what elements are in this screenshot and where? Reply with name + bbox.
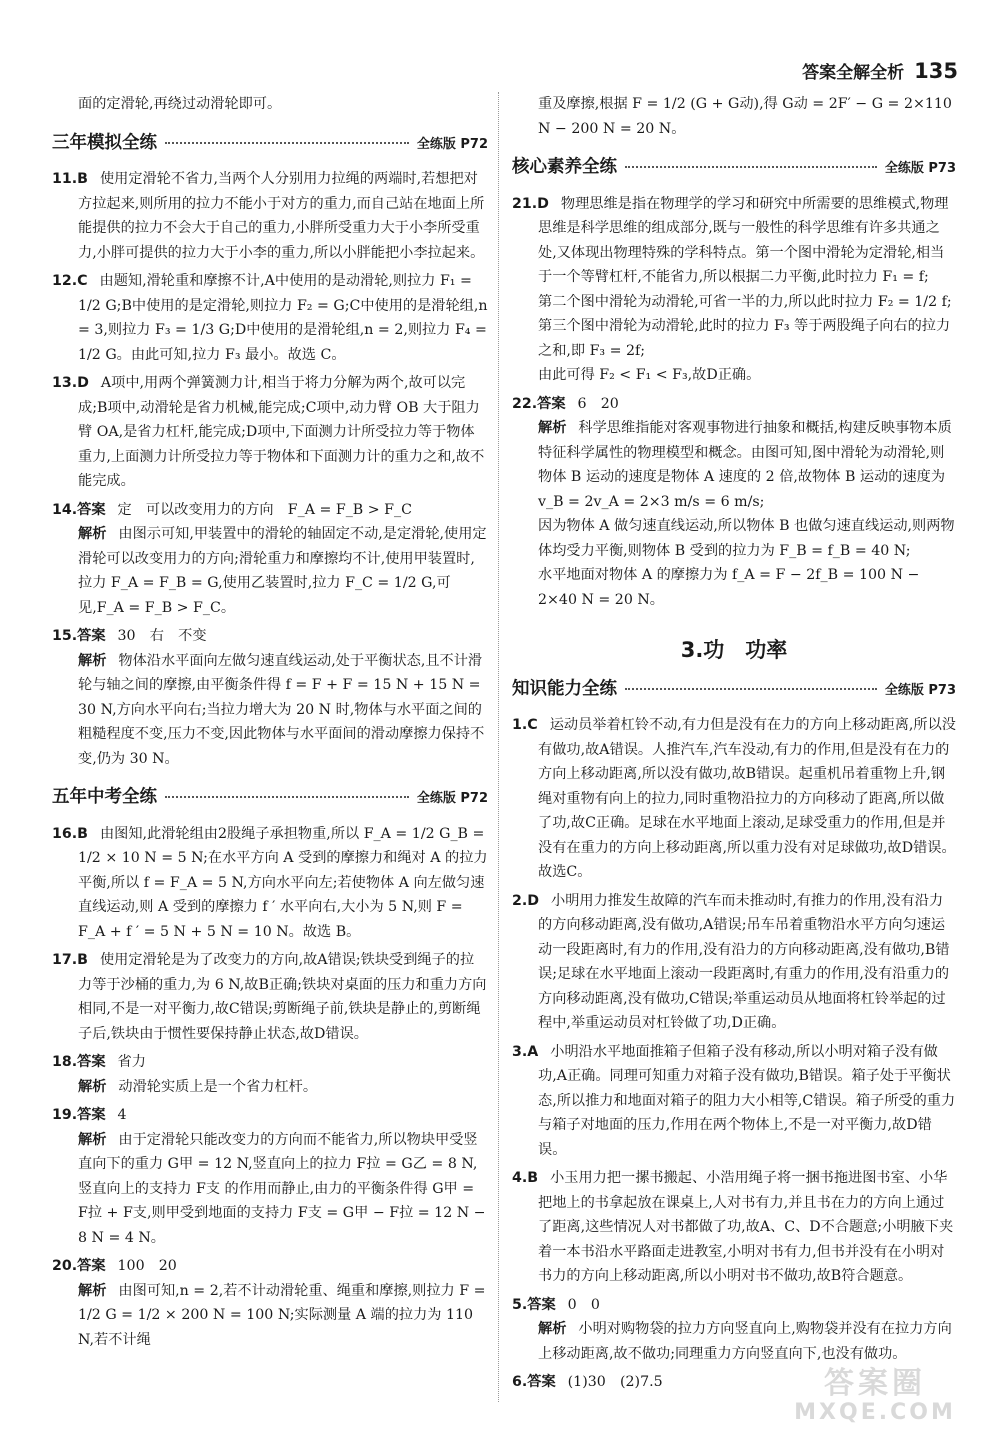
section-header	[512, 677, 956, 704]
section-header	[52, 785, 488, 812]
question-text: 第三个图中滑轮为动滑轮,此时的拉力 F₃ 等于两股绳子向右的拉力之和,即 F₃ = 2f;	[538, 318, 951, 359]
question-number: 14.答案	[52, 501, 106, 518]
question-number: 15.答案	[52, 628, 106, 644]
right-column	[512, 92, 956, 1399]
question-number: 1.C	[512, 717, 538, 733]
question-number: 4.B	[512, 1170, 539, 1186]
answer-text: 30 右 不变	[117, 628, 207, 644]
question-text: A项中,用两个弹簧测力计,相当于将力分解为两个,故可以完成;B项中,动滑轮是省力机械,能完成;C项中,动力臂 OB 大于阻力臂 OA,是省力杠杆,能完成;D项中,下面测力计所受拉力等于物体重力,上面测力计所受拉力等于物体和下面测力计的重力之和,故不能完成。	[78, 375, 485, 489]
section-leader	[625, 166, 877, 168]
question-item	[512, 192, 956, 388]
question-item	[512, 1040, 956, 1163]
continued-text: 重及摩擦,根据 F = 1/2 (G + G动),得 G动 = 2F′ − G = 2×110 N − 200 N = 20 N。	[538, 96, 952, 137]
question-text: 小玉用力把一摞书搬起、小浩用绳子将一捆书拖进图书室、小华把地上的书拿起放在课桌上,人对书有力,并且书在力的方向上通过了距离,这些情况人对书都做了功,故A、C、D不合题意;小明腋下夹着一本书沿水平路面走进教室,小明对书有力,但书并没有在小明对书力的方向上移动距离,所以小明对书不做功,故B符合题意。	[538, 1170, 954, 1284]
answer-text: 定 可以改变用力的方向 F_A = F_B > F_C	[117, 501, 412, 518]
continued-text: 面的定滑轮,再绕过动滑轮即可。	[78, 96, 282, 112]
question-item	[512, 392, 956, 613]
analysis-label: 解析	[78, 652, 107, 669]
section-title: 核心素养全练	[512, 157, 617, 177]
question-item	[52, 498, 488, 621]
page-number: 135	[914, 59, 958, 83]
header-title: 答案全解全析	[802, 63, 905, 83]
question-item	[52, 624, 488, 771]
analysis-text: 动滑轮实质上是一个省力杠杆。	[118, 1078, 318, 1095]
question-text: 小明沿水平地面推箱子但箱子没有移动,所以小明对箱子没有做功,A正确。同理可知重力对箱子没有做功,B错误。箱子处于平衡状态,所以推力和地面对箱子的阻力大小相等,C错误。箱子所受的重力与箱子对地面的压力,作用在两个物体上,不是一对平衡力,故D错误。	[538, 1043, 956, 1158]
answer-text: 6 20	[577, 395, 619, 412]
analysis-text: 由于定滑轮只能改变力的方向而不能省力,所以物块甲受竖直向下的重力 G甲 = 12 N,竖直向上的拉力 F拉 = G乙 = 8 N,竖直向上的支持力 F支 的作用而静止,由力的平衡条件得 G甲 = F拉 + F支,则甲受到地面的支持力 F支 = G甲 − F拉 = 12 N − 8 N = 4 N。	[78, 1131, 486, 1246]
section-title: 三年模拟全练	[52, 132, 157, 153]
section-header	[512, 155, 956, 182]
question-text: 由此可得 F₂ < F₁ < F₃,故D正确。	[538, 367, 761, 383]
section-ref: 全练版 P72	[416, 136, 488, 152]
question-item	[512, 1293, 956, 1367]
question-number: 12.C	[52, 273, 88, 289]
analysis-label: 解析	[538, 420, 567, 436]
section-title: 知识能力全练	[512, 678, 617, 699]
section-ref: 全练版 P72	[416, 791, 488, 806]
question-item	[512, 889, 956, 1036]
section-title: 五年中考全练	[52, 787, 157, 807]
question-number: 20.答案	[52, 1258, 106, 1274]
analysis-label: 解析	[78, 526, 107, 542]
answer-text: (1)30 (2)7.5	[567, 1374, 663, 1390]
analysis-label: 解析	[78, 1282, 107, 1299]
question-item	[512, 1166, 956, 1289]
section-leader	[165, 142, 409, 144]
question-text: 使用定滑轮不省力,当两个人分别用力拉绳的两端时,若想把对方拉起来,则所用的拉力不能小于对方的重力,而自己站在地面上所能提供的拉力不会大于自己的重力,小胖所受重力大于小李所受重力,小胖可提供的拉力大于小李的重力,所以小胖能把小李拉起来。	[78, 171, 485, 261]
question-item	[52, 269, 488, 367]
analysis-label: 解析	[78, 1078, 107, 1095]
left-column	[52, 92, 488, 1356]
question-item	[52, 1103, 488, 1250]
analysis-text: 由图示可知,甲装置中的滑轮的轴固定不动,是定滑轮,使用定滑轮可以改变用力的方向;滑轮重力和摩擦均不计,使用甲装置时,拉力 F_A = F_B = G,使用乙装置时,拉力 F_C = 1/2 G,可见,F_A = F_B > F_C。	[78, 526, 487, 616]
section-ref: 全练版 P73	[884, 682, 956, 698]
analysis-label: 解析	[538, 1321, 567, 1337]
question-number: 21.D	[512, 195, 549, 212]
question-text: 第二个图中滑轮为动滑轮,可省一半的力,所以此时拉力 F₂ = 1/2 f;	[538, 293, 952, 310]
question-number: 16.B	[52, 825, 88, 842]
answer-text: 100 20	[117, 1258, 177, 1274]
question-item	[52, 371, 488, 494]
section-ref: 全练版 P73	[884, 161, 956, 176]
analysis-label: 解析	[78, 1131, 107, 1148]
question-text: 由题知,滑轮重和摩擦不计,A中使用的是动滑轮,则拉力 F₁ = 1/2 G;B中使用的是定滑轮,则拉力 F₂ = G;C中使用的是滑轮组,n = 3,则拉力 F₃ = 1/3 G;D中使用的是滑轮组,n = 2,则拉力 F₄ = 1/2 G。由此可知,拉力 F₃ 最小。故选 C。	[78, 273, 488, 363]
question-number: 18.答案	[52, 1054, 106, 1070]
question-number: 3.A	[512, 1043, 539, 1060]
question-text: 使用定滑轮是为了改变力的方向,故A错误;铁块受到绳子的拉力等于沙桶的重力,为 6 N,故B正确;铁块对桌面的压力和重力方向相同,不是一对平衡力,故C错误;剪断绳子前,铁块是静止的,剪断绳子后,铁块由于惯性要保持静止状态,故D错误。	[78, 952, 487, 1042]
analysis-text: 因为物体 A 做匀速直线运动,所以物体 B 也做匀速直线运动,则两物体均受力平衡,则物体 B 受到的拉力为 F_B = f_B = 40 N;	[538, 518, 955, 559]
column-divider	[498, 92, 499, 1402]
watermark-line1: 答案圈	[824, 1366, 926, 1401]
section-leader	[625, 688, 877, 690]
answer-text: 4	[117, 1107, 127, 1123]
question-text: 运动员举着杠铃不动,有力但是没有在力的方向上移动距离,所以没有做功,故A错误。人推汽车,汽车没动,有力的作用,但是没有在力的方向上移动距离,所以没有做功,故B错误。起重机吊着重物上升,钢绳对重物有向上的拉力,同时重物沿拉力的方向移动了距离,所以做了功,故C正确。足球在水平地面上滚动,足球受重力的作用,但是并没有在重力的方向上移动距离,所以重力没有对足球做功,故D错误。故选C。	[538, 717, 956, 880]
question-number: 5.答案	[512, 1296, 556, 1313]
section-leader	[165, 796, 409, 798]
question-item	[512, 713, 956, 885]
question-text: 由图知,此滑轮组由2股绳子承担物重,所以 F_A = 1/2 G_B = 1/2 × 10 N = 5 N;在水平方向 A 受到的摩擦力和绳对 A 的拉力平衡,所以 f = F_A = 5 N,方向水平向左;若使物体 A 向左做匀速直线运动,则 A 受到的摩擦力 f ′ 水平向右,大小为 5 N,则 F = F_A + f ′ = 5 N + 5 N = 10 N。故选 B。	[78, 825, 488, 940]
question-number: 13.D	[52, 375, 89, 391]
answer-text: 省力	[117, 1054, 146, 1070]
question-item	[52, 822, 488, 945]
section-header	[52, 131, 488, 158]
watermark-line2: MXQE.COM	[794, 1400, 956, 1425]
question-text: 物理思维是指在物理学的学习和研究中所需要的思维模式,物理思维是科学思维的组成部分,既与一般性的科学思维有许多共通之处,又体现出物理特殊的学科特点。第一个图中滑轮为定滑轮,相当于一个等臂杠杆,不能省力,所以根据二力平衡,此时拉力 F₁ = f;	[538, 195, 949, 285]
question-number: 2.D	[512, 892, 540, 909]
question-item	[52, 167, 488, 265]
watermark-logo	[790, 1367, 960, 1429]
answer-text: 0 0	[567, 1296, 600, 1313]
chapter-title: 3.功 功率	[680, 638, 788, 662]
question-number: 22.答案	[512, 395, 566, 412]
question-item	[52, 948, 488, 1046]
question-number: 19.答案	[52, 1107, 106, 1123]
analysis-text: 水平地面对物体 A 的摩擦力为 f_A = F − 2f_B = 100 N − 2×40 N = 20 N。	[538, 567, 920, 608]
question-number: 11.B	[52, 171, 88, 187]
analysis-text: 科学思维指能对客观事物进行抽象和概括,构建反映事物本质特征科学属性的物理模型和概念。由图可知,图中滑轮为动滑轮,则物体 B 运动的速度是物体 A 速度的 2 倍,故物体 B 运动的速度为 v_B = 2v_A = 2×3 m/s = 6 m/s;	[538, 420, 952, 510]
analysis-text: 小明对购物袋的拉力方向竖直向上,购物袋并没有在拉力方向上移动距离,故不做功;同理重力方向竖直向下,也没有做功。	[538, 1321, 952, 1362]
question-text: 小明用力推发生故障的汽车而未推动时,有推力的作用,没有沿力的方向移动距离,没有做功,A错误;吊车吊着重物沿水平方向匀速运动一段距离时,有力的作用,没有沿力的方向移动距离,没有做功,B错误;足球在水平地面上滚动一段距离时,有重力的作用,没有沿重力的方向移动距离,没有做功,C错误;举重运动员从地面将杠铃举起的过程中,举重运动员对杠铃做了功,D正确。	[538, 892, 950, 1031]
question-item	[52, 1050, 488, 1099]
question-number: 17.B	[52, 952, 88, 968]
analysis-text: 物体沿水平面向左做匀速直线运动,处于平衡状态,且不计滑轮与轴之间的摩擦,由平衡条件得 f = F + F = 15 N + 15 N = 30 N,方向水平向右;当拉力增大为 20 N 时,物体与水平面之间的粗糙程度不变,压力不变,因此物体与水平面间的滑动摩擦力保持不变,仍为 30 N。	[78, 652, 485, 767]
question-item	[52, 1254, 488, 1352]
analysis-text: 由图可知,n = 2,若不计动滑轮重、绳重和摩擦,则拉力 F = 1/2 G = 1/2 × 200 N = 100 N;实际测量 A 端的拉力为 110 N,若不计绳	[78, 1282, 486, 1348]
question-number: 6.答案	[512, 1374, 556, 1390]
page-header	[802, 58, 958, 83]
